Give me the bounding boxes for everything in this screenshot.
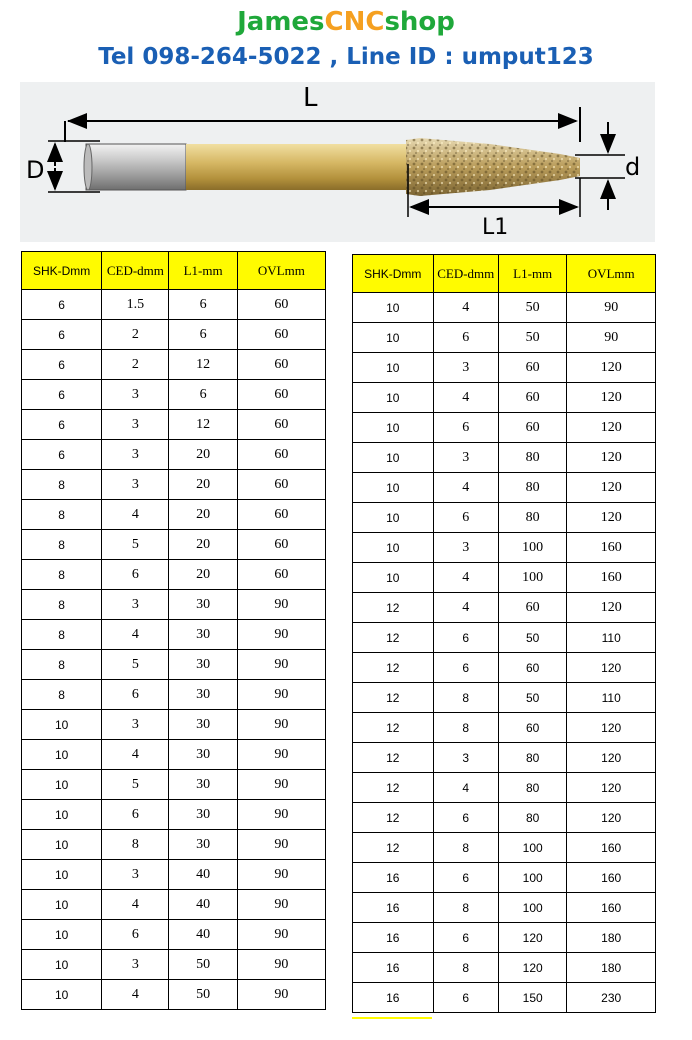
table-cell: 120 [567,503,656,533]
table-cell: 3 [102,710,169,740]
table-cell: 3 [102,410,169,440]
table-cell: 6 [433,623,498,653]
table-cell: 3 [433,533,498,563]
table-cell: 12 [169,410,237,440]
header-shank-diameter: SHK-Dmm [353,255,434,293]
table-cell: 60 [237,350,325,380]
table-cell: 16 [353,893,434,923]
table-cell: 5 [102,770,169,800]
table-cell: 150 [498,983,566,1013]
table-cell: 120 [567,773,656,803]
table-cell: 60 [237,320,325,350]
table-cell: 120 [498,923,566,953]
table-cell: 60 [237,380,325,410]
table-cell: 6 [433,983,498,1013]
table-row [353,863,656,893]
table-cell: 10 [353,293,434,323]
table-row [353,803,656,833]
table-cell: 90 [237,860,325,890]
table-row [22,920,326,950]
table-cell: 10 [353,443,434,473]
table-row [353,353,656,383]
table-cell: 6 [433,653,498,683]
table-cell: 6 [433,323,498,353]
table-cell: 12 [353,623,434,653]
table-cell: 80 [498,473,566,503]
table-cell: 8 [102,830,169,860]
table-cell: 20 [169,440,237,470]
table-cell: 10 [22,950,102,980]
table-cell: 8 [22,560,102,590]
table-cell: 80 [498,803,566,833]
table-cell: 60 [237,470,325,500]
table-row [22,470,326,500]
table-cell: 3 [102,860,169,890]
table-row [22,440,326,470]
table-cell: 4 [433,293,498,323]
table-cell: 16 [353,953,434,983]
table-cell: 6 [22,290,102,320]
table-row [353,323,656,353]
table-cell: 50 [498,683,566,713]
table-cell: 20 [169,560,237,590]
table-cell: 100 [498,863,566,893]
table-cell: 8 [22,680,102,710]
table-cell: 90 [567,323,656,353]
table-row [353,593,656,623]
table-row [22,500,326,530]
table-cell: 110 [567,623,656,653]
table-cell: 60 [237,440,325,470]
table-cell: 30 [169,590,237,620]
table-cell: 6 [169,380,237,410]
header-cutting-diameter: CED-dmm [102,252,169,290]
table-row [22,950,326,980]
table-row [353,773,656,803]
table-row [353,413,656,443]
header-shank-diameter: SHK-Dmm [22,252,102,290]
table-cell: 90 [237,650,325,680]
table-cell: 20 [169,500,237,530]
table-cell: 80 [498,743,566,773]
table-cell: 30 [169,740,237,770]
table-cell: 30 [169,680,237,710]
table-row [22,860,326,890]
table-cell: 3 [102,470,169,500]
table-cell: 6 [102,560,169,590]
table-cell: 12 [353,593,434,623]
table-cell: 8 [22,530,102,560]
table-row [22,650,326,680]
table-cell: 120 [567,383,656,413]
table-cell: 120 [567,653,656,683]
table-cell: 60 [237,290,325,320]
table-cell: 5 [102,530,169,560]
table-row [353,563,656,593]
table-cell: 12 [353,653,434,683]
table-cell: 60 [498,413,566,443]
table-cell: 90 [237,830,325,860]
table-row [22,740,326,770]
label-L: L [303,83,318,113]
table-cell: 4 [102,740,169,770]
table-cell: 160 [567,833,656,863]
table-cell: 3 [102,950,169,980]
table-cell: 3 [433,443,498,473]
table-cell: 60 [237,560,325,590]
table-cell: 10 [22,710,102,740]
contact-line: Tel 098-264-5022 , Line ID : umput123 [98,44,594,70]
table-cell: 80 [498,773,566,803]
table-row [22,620,326,650]
table-row [353,683,656,713]
table-cell: 60 [498,353,566,383]
spec-table-left [21,251,326,1010]
table-cell: 180 [567,923,656,953]
table-cell: 10 [22,740,102,770]
table-row [353,833,656,863]
table-cell: 12 [353,833,434,863]
table-cell: 90 [237,770,325,800]
table-cell: 120 [567,353,656,383]
table-cell: 50 [498,323,566,353]
table-cell: 10 [22,860,102,890]
table-cell: 120 [567,413,656,443]
table-cell: 8 [22,500,102,530]
table-row [353,503,656,533]
table-cell: 90 [237,680,325,710]
table-cell: 60 [498,653,566,683]
table-cell: 30 [169,650,237,680]
table-cell: 10 [22,980,102,1010]
table-cell: 4 [102,620,169,650]
table-cell: 120 [567,593,656,623]
table-cell: 16 [353,863,434,893]
table-cell: 50 [498,623,566,653]
table-row [22,290,326,320]
header-cutting-length: L1-mm [169,252,237,290]
header-cutting-diameter: CED-dmm [433,255,498,293]
table-cell: 6 [169,320,237,350]
table-cell: 4 [433,473,498,503]
table-cell: 60 [237,410,325,440]
table-cell: 4 [433,563,498,593]
table-cell: 100 [498,833,566,863]
table-row [22,890,326,920]
table-cell: 60 [237,530,325,560]
table-cell: 12 [353,743,434,773]
brand-highlight: CNC [324,7,385,37]
table-cell: 3 [433,743,498,773]
table-cell: 4 [102,500,169,530]
table-row [353,653,656,683]
label-d: d [625,153,641,181]
table-row [353,893,656,923]
table-row [22,710,326,740]
table-cell: 10 [353,503,434,533]
table-cell: 120 [567,743,656,773]
table-cell: 8 [22,470,102,500]
table-cell: 160 [567,563,656,593]
table-cell: 12 [353,683,434,713]
table-cell: 8 [433,833,498,863]
table-cell: 6 [22,380,102,410]
table-cell: 12 [353,803,434,833]
table-cell: 6 [102,680,169,710]
label-D: D [26,156,45,184]
table-cell: 120 [567,713,656,743]
table-cell: 180 [567,953,656,983]
table-row [22,800,326,830]
table-cell: 90 [237,980,325,1010]
table-cell: 40 [169,920,237,950]
table-row [353,293,656,323]
table-row [22,350,326,380]
table-cell: 230 [567,983,656,1013]
table-cell: 30 [169,620,237,650]
table-cell: 10 [22,830,102,860]
table-cell: 50 [498,293,566,323]
table-cell: 30 [169,770,237,800]
table-cell: 40 [169,860,237,890]
table-cell: 12 [353,773,434,803]
table-cell: 3 [102,590,169,620]
table-cell: 50 [169,950,237,980]
table-cell: 120 [567,803,656,833]
table-cell: 8 [22,620,102,650]
table-cell: 5 [102,650,169,680]
table-cell: 60 [498,713,566,743]
table-cell: 12 [353,713,434,743]
table-row [353,713,656,743]
table-cell: 10 [353,533,434,563]
table-cell: 8 [433,713,498,743]
table-cell: 10 [353,383,434,413]
table-cell: 30 [169,830,237,860]
table-cell: 10 [353,413,434,443]
table-row [22,530,326,560]
tool-dimension-diagram [20,82,655,242]
table-cell: 2 [102,320,169,350]
table-cell: 8 [433,683,498,713]
table-cell: 10 [22,920,102,950]
table-cell: 6 [22,410,102,440]
table-cell: 90 [237,620,325,650]
table-cell: 3 [433,353,498,383]
table-cell: 6 [22,320,102,350]
table-cell: 90 [237,710,325,740]
table-cell: 6 [433,803,498,833]
table-cell: 90 [237,950,325,980]
table-cell: 40 [169,890,237,920]
table-cell: 6 [22,440,102,470]
table-cell: 8 [22,650,102,680]
table-cell: 6 [433,923,498,953]
table-row [353,473,656,503]
table-cell: 8 [433,953,498,983]
table-cell: 30 [169,800,237,830]
table-cell: 6 [433,503,498,533]
table-row [22,770,326,800]
header-cutting-length: L1-mm [498,255,566,293]
table-cell: 160 [567,863,656,893]
table-cell: 80 [498,503,566,533]
brand-title [0,6,692,38]
table-cell: 80 [498,443,566,473]
table-cell: 4 [433,383,498,413]
table-cell: 100 [498,533,566,563]
table-cell: 120 [567,473,656,503]
table-cell: 90 [567,293,656,323]
table-cell: 6 [169,290,237,320]
table-cell: 12 [169,350,237,380]
table-cell: 4 [433,593,498,623]
table-cell: 3 [102,380,169,410]
table-header-row [22,252,326,290]
table-cell: 20 [169,530,237,560]
table-cell: 6 [433,413,498,443]
table-row [353,743,656,773]
table-cell: 10 [22,890,102,920]
table-cell: 60 [237,500,325,530]
table-row [353,953,656,983]
header-overall-length: OVLmm [567,255,656,293]
table-cell: 60 [498,593,566,623]
table-cell: 4 [102,890,169,920]
table-row [22,320,326,350]
table-row [22,410,326,440]
table-cell: 90 [237,800,325,830]
header-overall-length: OVLmm [237,252,325,290]
table-cell: 10 [353,323,434,353]
yellow-underline [352,1017,432,1019]
table-cell: 120 [567,443,656,473]
table-cell: 10 [22,800,102,830]
table-row [22,590,326,620]
table-cell: 120 [498,953,566,983]
table-cell: 10 [353,473,434,503]
table-cell: 6 [102,920,169,950]
table-row [353,533,656,563]
table-row [353,983,656,1013]
label-L1: L1 [482,215,509,240]
table-cell: 3 [102,440,169,470]
table-row [22,380,326,410]
table-cell: 100 [498,563,566,593]
table-row [22,830,326,860]
table-cell: 90 [237,590,325,620]
table-cell: 16 [353,983,434,1013]
brand-suffix: shop [384,7,455,37]
table-row [22,980,326,1010]
table-cell: 6 [433,863,498,893]
table-row [22,680,326,710]
table-cell: 160 [567,533,656,563]
table-cell: 90 [237,740,325,770]
table-row [353,383,656,413]
table-row [22,560,326,590]
table-cell: 16 [353,923,434,953]
table-cell: 160 [567,893,656,923]
table-cell: 8 [22,590,102,620]
brand-prefix: James [237,7,325,37]
table-cell: 50 [169,980,237,1010]
table-row [353,623,656,653]
table-cell: 4 [433,773,498,803]
table-cell: 110 [567,683,656,713]
table-cell: 90 [237,920,325,950]
table-cell: 100 [498,893,566,923]
table-cell: 6 [22,350,102,380]
table-cell: 4 [102,980,169,1010]
table-row [353,443,656,473]
table-cell: 10 [353,353,434,383]
table-header-row [353,255,656,293]
table-cell: 20 [169,470,237,500]
table-cell: 6 [102,800,169,830]
table-cell: 8 [433,893,498,923]
spec-table-right [352,254,656,1013]
table-cell: 2 [102,350,169,380]
table-row [353,923,656,953]
table-cell: 1.5 [102,290,169,320]
table-cell: 90 [237,890,325,920]
table-cell: 60 [498,383,566,413]
table-cell: 10 [353,563,434,593]
table-cell: 10 [22,770,102,800]
table-cell: 30 [169,710,237,740]
